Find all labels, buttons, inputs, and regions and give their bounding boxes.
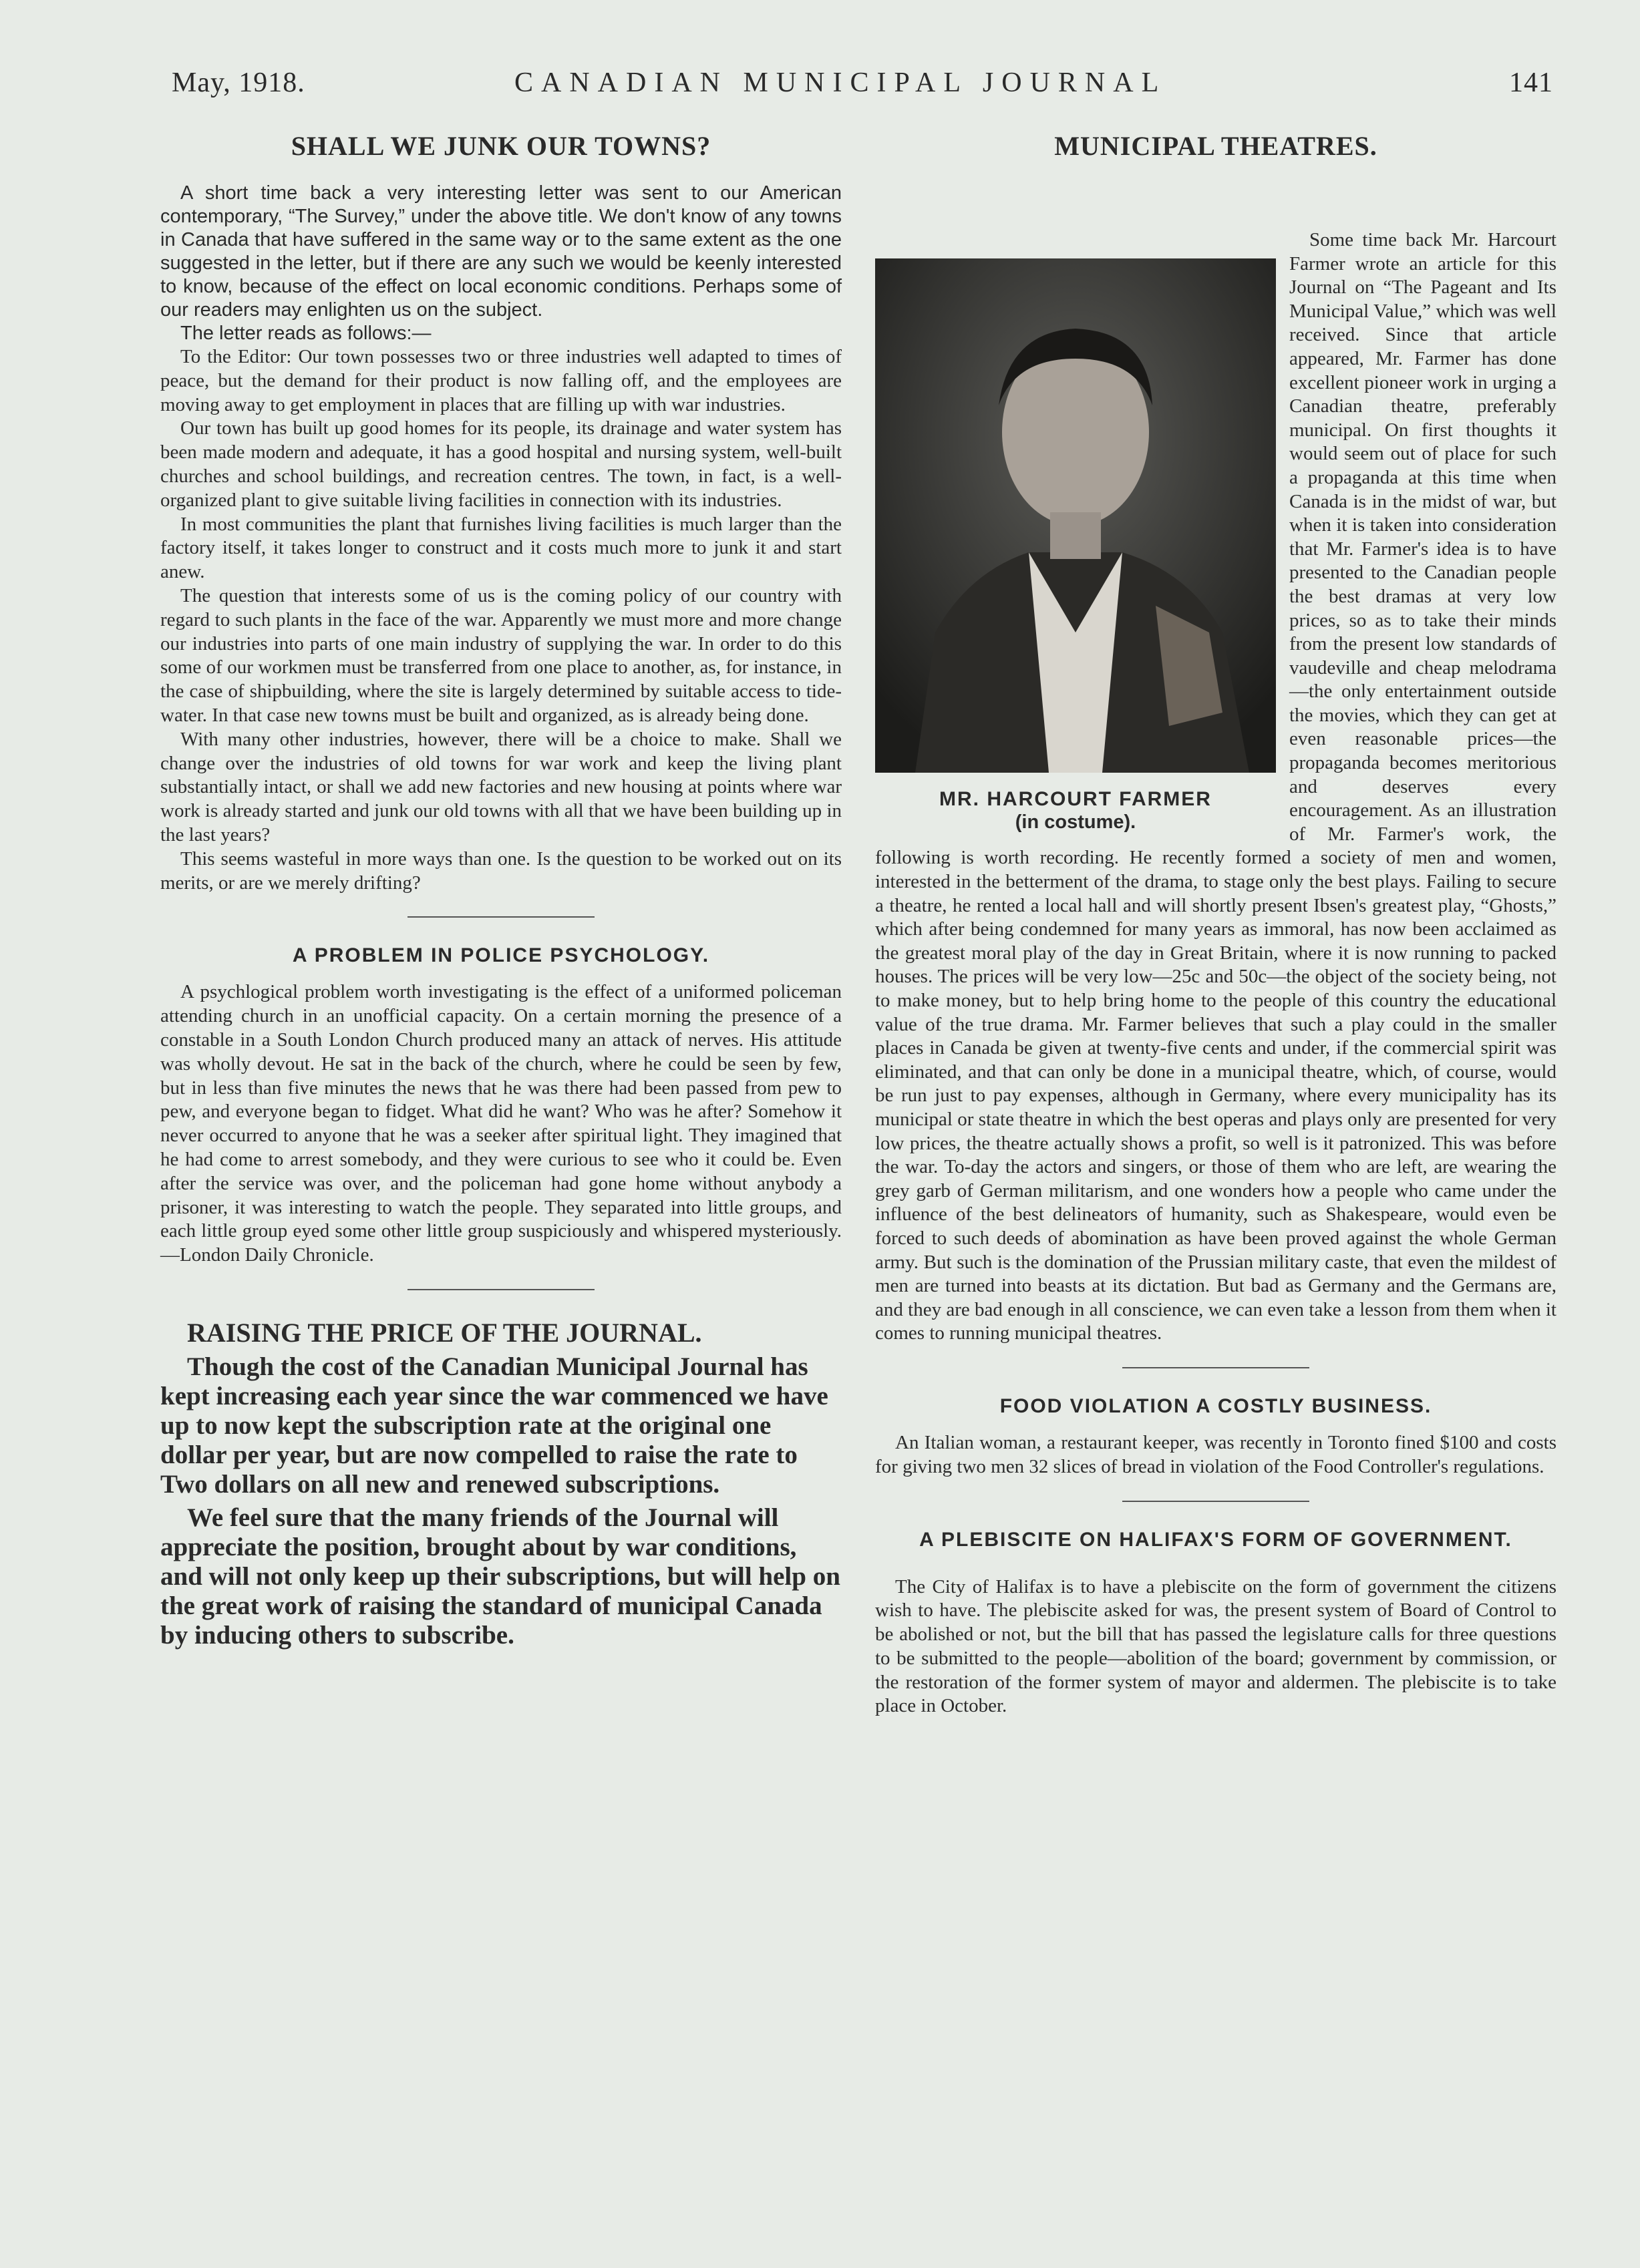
junk-towns-title: SHALL WE JUNK OUR TOWNS?	[291, 131, 711, 161]
issue-date: May, 1918.	[172, 67, 305, 98]
police-text: A psychlogical problem worth investigating is the effect of a uniformed policeman attending church in an unofficial capacity. On a certain morning the presence of a constable in a South London Church produced many an attack of nerves. His attitude was wholly devout. He sat in the back of the church, where he could be seen by few, but in less than five minutes the news that he was there had been passed from pew to pew, and everyone began to fidget. What did he want? Who was he after? Somehow it never occurred to anyone that he was a seeker after spiritual light. They imagined that he had come to arrest somebody, and they were curious to see who it could be. Even after the service was over, and the policeman had gone home without anybody a prisoner, it was interesting to watch the people. They separated into little groups, and each little group eyed some other little group suspiciously and whispered mysteriously.—London Daily Chronicle.	[160, 981, 842, 1266]
letter-paragraph: The question that interests some of us is the coming policy of our country with regard to such plants in the face of the war. Apparently we must more and more change our industries into parts of one main industry of supplying the war. In order to do this some of our workmen must be transferred from one place to another, as, for instance, in the case of shipbuilding, where the site is largely determined by suitable access to tide-water. In that case new towns must be built and organized, as is already being done.	[160, 584, 842, 726]
police-title: A PROBLEM IN POLICE PSYCHOLOGY.	[292, 944, 710, 967]
letter-paragraph: In most communities the plant that furnishes living facilities is much larger than the factory itself, it takes longer to construct and it costs much more to junk it and start anew.	[160, 513, 842, 583]
portrait-figure	[875, 258, 1276, 833]
halifax-title: A PLEBISCITE ON HALIFAX'S FORM OF GOVERNMENT.	[919, 1528, 1512, 1551]
divider	[1122, 1501, 1309, 1502]
divider	[407, 916, 595, 918]
journal-title: CANADIAN MUNICIPAL JOURNAL	[514, 67, 1167, 98]
page-number: 141	[1509, 67, 1553, 98]
portrait-caption: MR. HARCOURT FARMER	[939, 788, 1212, 810]
left-column	[160, 130, 842, 1650]
theatres-text: Some time back Mr. Harcourt Farmer wrote an article for this Journal on “The Pageant and Its Municipal Value,” which was well received. Since that article appeared, Mr. Farmer has done excellent pioneer work in urging a Canadian theatre, preferably municipal. On first thoughts it would seem out of place for such a propaganda at this time when Canada is in the midst of war, but when it is taken into consideration that Mr. Farmer's idea is to have presented to the Canadian people the best dramas at very low prices, so as to take their minds from the present low standards of vaudeville and cheap melodrama—the only entertainment outside the movies, which they can get at even reasonable prices—the propaganda becomes meritorious and deserves every encouragement. As an illustration of Mr. Farmer's work, the following is worth recording. He recently formed a society of men and women, interested in the betterment of the drama, to stage only the best plays. Failing to secure a theatre, he rented a local hall and will shortly present Ibsen's greatest play, “Ghosts,” which after being condemned for many years as immoral, has now been acclaimed as the greatest moral play of the day in Great Britain, where it is now running to packed houses. The prices will be very low—25c and 50c—the object of the society being, not to make money, but to help bring home to the people of this country the educational value of the true drama. Mr. Farmer believes that such a play could in the smaller places in Canada be given at twenty-five cents and under, if the commercial spirit was eliminated, and that can only be done in a municipal theatre, which, of course, would be run just to pay expenses, although in Germany, where every municipality has its municipal or state theatre in which the best operas and plays only are presented for very low prices, the theatre actually shows a profit, so well is it patronized. This was before the war. To-day the actors and singers, or those of them who are left, are wearing the grey garb of German militarism, and one wonders how a people who came under the influence of the best delineators of humanity, such as Shakespeare, would even be forced to such deeds of abomination as have been proved against the whole German army. But such is the domination of the Prussian military caste, that even the mildest of men are turned into beasts at its dictation. But bad as Germany and the Germans are, and they are bad enough in all conscience, we can even take a lesson from them when it comes to running municipal theatres.	[875, 229, 1556, 1344]
raising-price-paragraph: Though the cost of the Canadian Municipal Journal has kept increasing each year since the war commenced we have up to now kept the subscription rate at the original one dollar per year, but are now compelled to raise the rate to Two dollars on all new and renewed subscriptions.	[160, 1352, 828, 1499]
right-column	[875, 130, 1556, 1718]
portrait-caption-note: (in costume).	[1015, 811, 1136, 833]
letter-paragraph: This seems wasteful in more ways than one. Is the question to be worked out on its merits, or are we merely drifting?	[160, 847, 842, 894]
junk-towns-lead: The letter reads as follows:—	[180, 323, 432, 344]
food-text: An Italian woman, a restaurant keeper, was recently in Toronto fined $100 and costs for giving two men 32 slices of bread in violation of the Food Controller's regulations.	[875, 1431, 1556, 1477]
raising-price-title: RAISING THE PRICE OF THE JOURNAL.	[187, 1317, 702, 1348]
halifax-text: The City of Halifax is to have a plebiscite on the form of government the citizens wish to have. The plebiscite asked for was, the present system of Board of Control to be abolished or not, but the bill that has passed the legislature calls for three questions to be submitted to the people—abolition of the board; government by commission, or the restoration of the former system of mayor and aldermen. The plebiscite is to take place in October.	[875, 1575, 1556, 1717]
letter-paragraph: With many other industries, however, there will be a choice to make. Shall we change over the industries of old towns for war work and keep the living plant substantially intact, or shall we add new factories and new housing at points where war work is already started and junk our old towns with all that we have been building up in the last years?	[160, 728, 842, 845]
food-title: FOOD VIOLATION A COSTLY BUSINESS.	[999, 1394, 1432, 1417]
portrait-photo	[875, 258, 1276, 773]
junk-towns-intro: A short time back a very interesting letter was sent to our American contemporary, “The Survey,” under the above title. We don't know of any towns in Canada that have suffered in the same way or to the same extent as the one suggested in the letter, but if there are any such we would be keenly interested to know, because of the effect on local economic conditions. Perhaps some of our readers may enlighten us on the subject.	[160, 182, 842, 321]
letter-paragraph: Our town has built up good homes for its people, its drainage and water system has been made modern and adequate, it has a good hospital and nursing system, well-built churches and school buildings, and recreation centres. The town, in fact, is a well-organized plant to give suitable living facilities in connection with its industries.	[160, 417, 842, 511]
municipal-theatres-title: MUNICIPAL THEATRES.	[1054, 131, 1377, 161]
raising-price-paragraph: We feel sure that the many friends of the Journal will appreciate the position, brought about by war conditions, and will not only keep up their subscriptions, but will help on the great work of raising the standard of municipal Canada by inducing others to subscribe.	[160, 1503, 840, 1650]
divider	[407, 1289, 595, 1290]
divider	[1122, 1367, 1309, 1368]
letter-paragraph: To the Editor: Our town possesses two or three industries well adapted to times of peace, but the demand for their product is now falling off, and the employees are moving away to get employment in places that are filling up with war industries.	[160, 346, 842, 415]
portrait-image	[875, 258, 1276, 773]
